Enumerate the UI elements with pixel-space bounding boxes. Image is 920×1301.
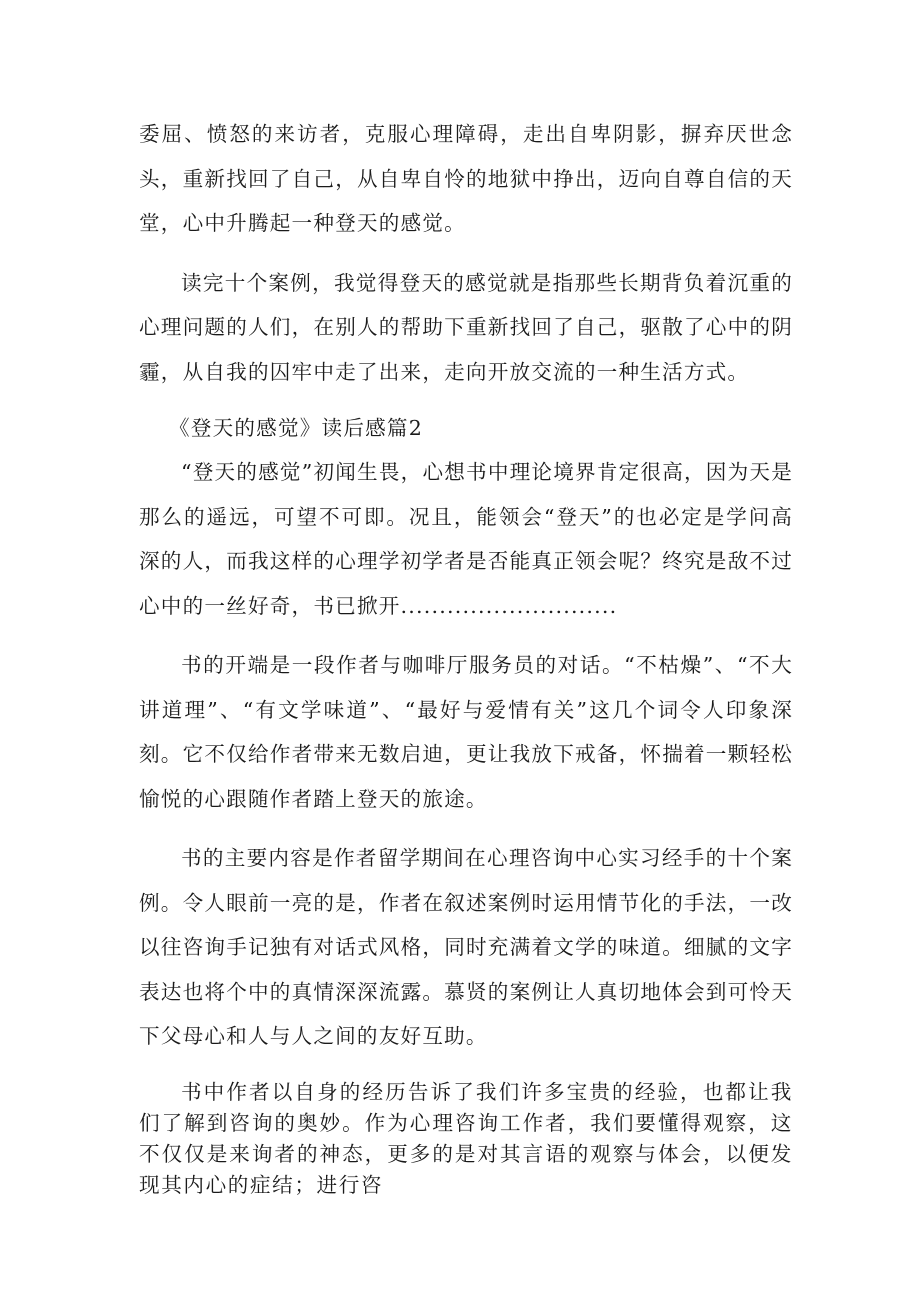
paragraph-continuation: 委屈、愤怒的来访者，克服心理障碍，走出自卑阴影，摒弃厌世念头，重新找回了自己，从自卑自怜的地狱中挣出，迈向自尊自信的天堂，心中升腾起一种登天的感觉。: [139, 122, 793, 235]
document-body: [139, 112, 793, 1201]
paragraph-reading-summary: 读完十个案例，我觉得登天的感觉就是指那些长期背负着沉重的心理问题的人们，在别人的帮助下重新找回了自己，驱散了心中的阴霾，从自我的囚牢中走了出来，走向开放交流的一种生活方式。: [139, 270, 793, 384]
paragraph-main-content: 书的主要内容是作者留学期间在心理咨询中心实习经手的十个案例。令人眼前一亮的是，作者在叙述案例时运用情节化的手法，一改以往咨询手记独有对话式风格，同时充满着文学的味道。细腻的文字表达也将个中的真情深深流露。慕贤的案例让人真切地体会到可怜天下父母心和人与人之间的友好互助。: [139, 846, 793, 1048]
paragraph-lessons: 书中作者以自身的经历告诉了我们许多宝贵的经验，也都让我们了解到咨询的奥妙。作为心理咨询工作者，我们要懂得观察，这不仅仅是来询者的神态，更多的是对其言语的观察与体会，以便发现其内心的症结；进行咨: [139, 1079, 793, 1197]
paragraph-first-impression: “登天的感觉”初闻生畏，心想书中理论境界肯定很高，因为天是那么的遥远，可望不可即。况且，能领会“登天”的也必定是学问高深的人，而我这样的心理学初学者是否能真正领会呢？终究是敌不过心中的一丝好奇，书已掀开............................: [139, 460, 793, 618]
paragraph-book-opening: 书的开端是一段作者与咖啡厅服务员的对话。“不枯燥”、“不大讲道理”、“有文学味道”、“最好与爱情有关”这几个词令人印象深刻。它不仅给作者带来无数启迪，更让我放下戒备，怀揣着一颗轻松愉悦的心跟随作者踏上登天的旅途。: [139, 653, 793, 811]
section-heading: 《登天的感觉》读后感篇2: [169, 416, 424, 440]
